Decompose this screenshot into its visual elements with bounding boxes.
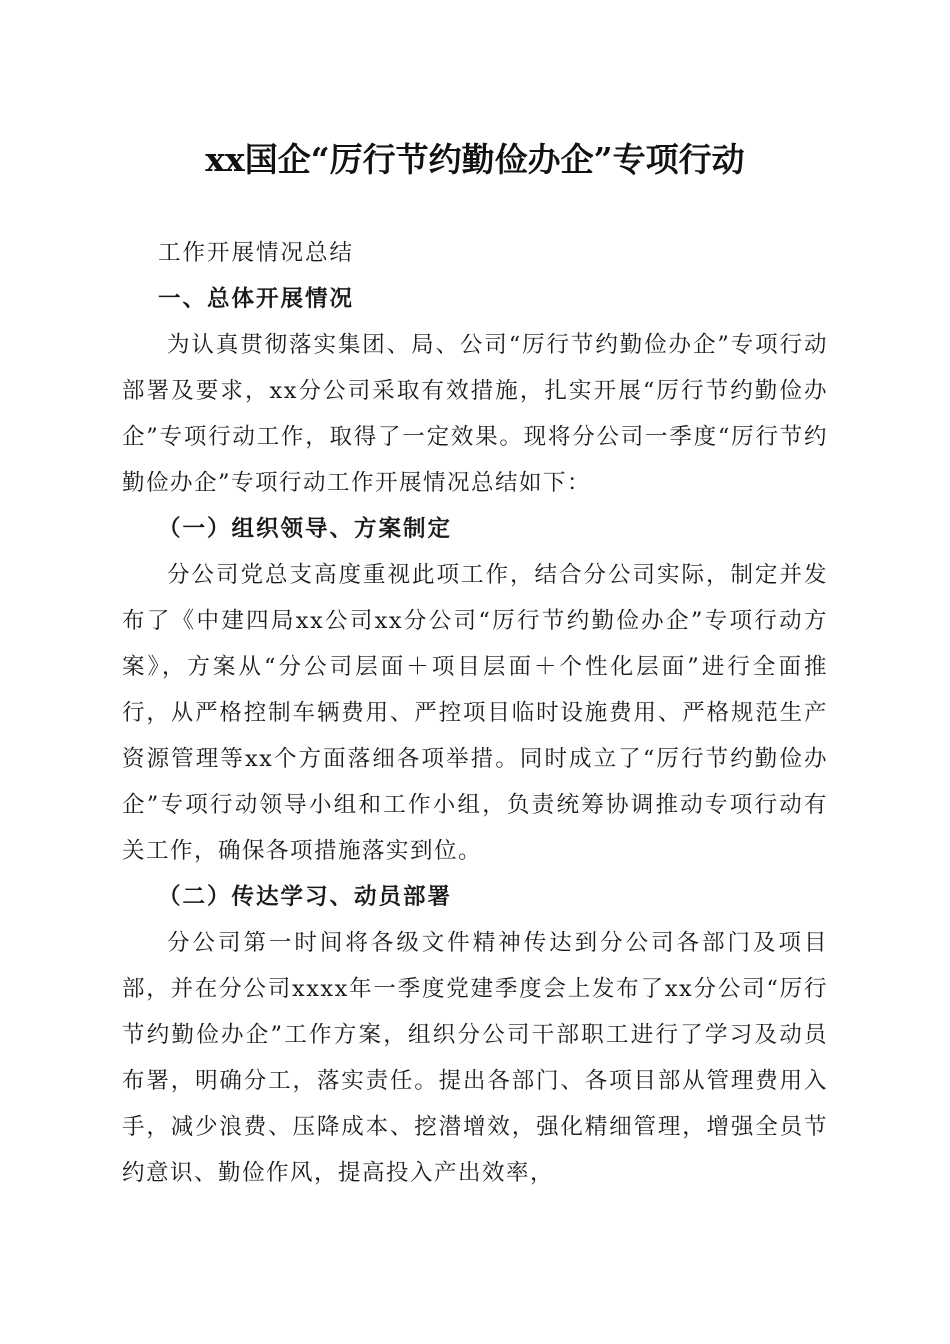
paragraph-study: 分公司第一时间将各级文件精神传达到分公司各部门及项目部，并在分公司xxxx年一季度党建季度会上发布了xx分公司“厉行节约勤俭办企”工作方案，组织分公司干部职工进行了学习及动员布署，明确分工，落实责任。提出各部门、各项目部从管理费用入手，减少浪费、压降成本、挖潜增效，强化精细管理，增强全员节约意识、勤俭作风，提高投入产出效率， [122,930,828,1186]
document-body [122,230,828,1196]
document-title: xx国企“厉行节约勤俭办企”专项行动 [205,140,745,179]
document-subtitle: 工作开展情况总结 [158,240,355,266]
paragraph-organization: 分公司党总支高度重视此项工作，结合分公司实际，制定并发布了《中建四局xx公司xx分公司“厉行节约勤俭办企”专项行动方案》，方案从“分公司层面＋项目层面＋个性化层面”进行全面推行，从严格控制车辆费用、严控项目临时设施费用、严格规范生产资源管理等xx个方面落细各项举措。同时成立了“厉行节约勤俭办企”专项行动领导小组和工作小组，负责统筹协调推动专项行动有关工作，确保各项措施落实到位。 [122,562,828,864]
section-heading-overall: 一、总体开展情况 [158,286,355,312]
subsection-heading-organization: （一）组织领导、方案制定 [158,516,453,542]
subsection-heading-study: （二）传达学习、动员部署 [158,884,453,910]
paragraph-intro: 为认真贯彻落实集团、局、公司“厉行节约勤俭办企”专项行动部署及要求，xx分公司采取有效措施，扎实开展“厉行节约勤俭办企”专项行动工作，取得了一定效果。现将分公司一季度“厉行节约勤俭办企”专项行动工作开展情况总结如下： [122,332,828,496]
